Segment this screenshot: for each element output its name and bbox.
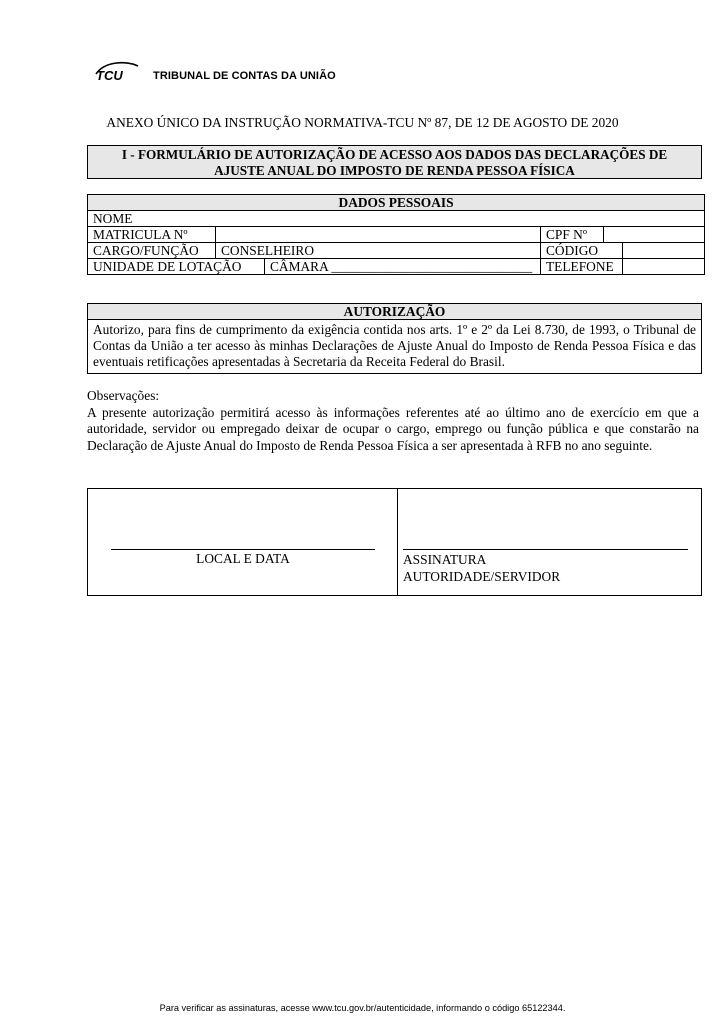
- observations: [87, 388, 699, 454]
- local-data-line[interactable]: [111, 549, 375, 550]
- authorization-table: [87, 303, 702, 374]
- tcu-logo: [94, 60, 154, 84]
- unidade-field[interactable]: CÂMARA ______________________________: [265, 259, 541, 275]
- cargo-field[interactable]: CONSELHEIRO: [216, 243, 541, 259]
- authorization-text: Autorizo, para fins de cumprimento da exigência contida nos arts. 1º e 2º da Lei 8.730, de 1993, o Tribunal de Contas da União a ter acesso às minhas Declarações de Ajuste Anual do Imposto de Renda Pessoa Física e das eventuais retificações apresentadas à Secretaria da Receita Federal do Brasil.: [88, 320, 702, 374]
- verification-footer: Para verificar as assinaturas, acesse www.tcu.gov.br/autenticidade, informando o código 65122344.: [159, 1003, 566, 1013]
- unidade-label: UNIDADE DE LOTAÇÃO: [88, 259, 265, 275]
- form-title: [87, 145, 702, 179]
- matricula-field[interactable]: [216, 227, 541, 243]
- svg-text:TCU: TCU: [96, 68, 123, 83]
- telefone-label: TELEFONE: [541, 259, 623, 275]
- signature-labels: [403, 551, 560, 585]
- signature-divider: [397, 488, 398, 596]
- assinatura-label: ASSINATURA: [403, 552, 487, 567]
- nome-row[interactable]: [88, 211, 705, 227]
- personal-data-heading: DADOS PESSOAIS: [88, 195, 705, 211]
- codigo-field[interactable]: [623, 243, 705, 259]
- matricula-label: MATRICULA Nº: [88, 227, 216, 243]
- observations-text: A presente autorização permitirá acesso às informações referentes até ao último ano de exercício em que a autoridade, servidor ou empregado deixar de ocupar o cargo, emprego ou função pública e que constarão na Declaração de Ajuste Anual do Imposto de Renda Pessoa Física a ser apresentada à RFB no ano seguinte.: [87, 404, 699, 453]
- form-title-line-2: AJUSTE ANUAL DO IMPOSTO DE RENDA PESSOA FÍSICA: [214, 163, 575, 178]
- annex-title: ANEXO ÚNICO DA INSTRUÇÃO NORMATIVA-TCU Nº 87, DE 12 DE AGOSTO DE 2020: [106, 115, 619, 130]
- observations-label: Observações:: [87, 388, 160, 403]
- signature-line[interactable]: [403, 549, 688, 550]
- authorization-heading: AUTORIZAÇÃO: [88, 304, 702, 320]
- telefone-field[interactable]: [623, 259, 705, 275]
- cpf-field[interactable]: [604, 227, 705, 243]
- nome-label: NOME: [93, 211, 133, 226]
- form-title-line-1: I - FORMULÁRIO DE AUTORIZAÇÃO DE ACESSO AOS DADOS DAS DECLARAÇÕES DE: [121, 147, 668, 162]
- cpf-label: CPF Nº: [541, 227, 604, 243]
- personal-data-table: [87, 194, 705, 275]
- local-data-label: LOCAL E DATA: [196, 551, 290, 566]
- cargo-label: CARGO/FUNÇÃO: [88, 243, 216, 259]
- codigo-label: CÓDIGO: [541, 243, 623, 259]
- signature-box: [87, 488, 702, 596]
- autoridade-label: AUTORIDADE/SERVIDOR: [403, 569, 561, 584]
- organization-name: TRIBUNAL DE CONTAS DA UNIÃO: [153, 70, 336, 82]
